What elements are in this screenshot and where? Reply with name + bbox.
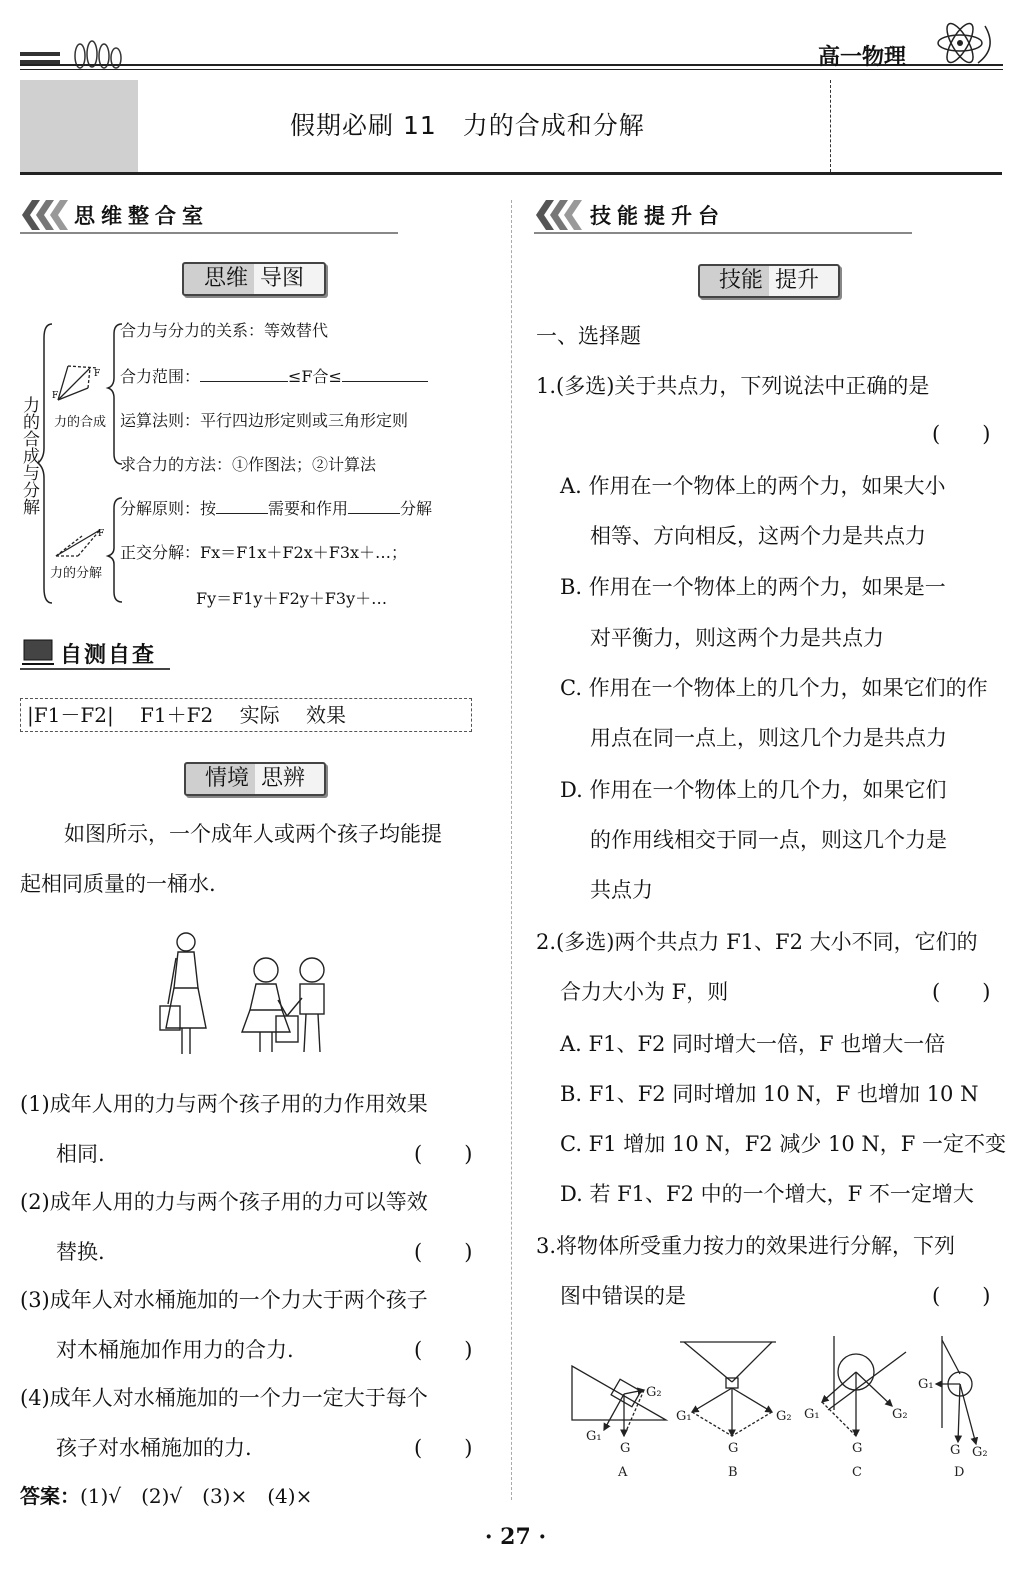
svg-text:F: F: [52, 391, 59, 401]
svg-text:G₂: G₂: [646, 1385, 662, 1400]
q1-option-c-line1: C. 作用在一个物体上的几个力，如果它们的作: [560, 676, 988, 700]
q2-stem-line1: 2.(多选)两个共点力 F1、F2 大小不同，它们的: [536, 930, 978, 954]
q1-option-d-line2: 的作用线相交于同一点，则这几个力是: [590, 828, 947, 852]
part-title: 一、选择题: [536, 324, 641, 348]
judgment-1-line2: 相同.: [56, 1142, 105, 1166]
section-underline: [534, 232, 912, 234]
svg-text:F: F: [98, 529, 105, 539]
svg-text:G₁: G₁: [804, 1407, 820, 1422]
decomposition-item-principle: 分解原则：按 需要和作用 分解: [120, 499, 433, 518]
title-bottom-rule: [20, 172, 1002, 175]
svg-text:G₁: G₁: [676, 1409, 692, 1424]
q1-option-c-line2: 用点在同一点上，则这几个力是共点力: [590, 726, 947, 750]
title-divider: [830, 80, 831, 172]
answer-line: [20, 1480, 312, 1509]
section-title-thinking: 思维整合室: [74, 204, 209, 228]
q1-option-a-line2: 相等、方向相反，这两个力是共点力: [590, 524, 926, 548]
judgment-3-paren: ( ): [414, 1338, 473, 1362]
q2-stem-line2: 合力大小为 F，则: [560, 980, 729, 1004]
q2-option-c: C. F1 增加 10 N，F2 减少 10 N，F 一定不变: [560, 1132, 1007, 1156]
flower-ornament-icon: [20, 38, 160, 72]
title-gray-block: [20, 80, 138, 172]
q1-option-b-line1: B. 作用在一个物体上的两个力，如果是一: [560, 575, 946, 599]
q1-option-a-line1: A. 作用在一个物体上的两个力，如果大小: [560, 474, 946, 498]
q2-option-b: B. F1、F2 同时增加 10 N，F 也增加 10 N: [560, 1082, 979, 1106]
synthesis-item-range: 合力范围： ≤F合≤: [120, 364, 428, 387]
q3-paren: ( ): [932, 1284, 991, 1308]
atom-icon: [930, 18, 1000, 68]
answer-label: 答案：: [20, 1484, 80, 1508]
page-title: 假期必刷 11 力的合成和分解: [290, 111, 645, 140]
judgment-3-line2: 对木桶施加作用力的合力.: [56, 1338, 294, 1362]
people-carrying-bucket-illustration: [156, 928, 346, 1060]
skill-pill: 技能 提升: [698, 264, 840, 298]
svg-text:G: G: [728, 1441, 739, 1456]
q1-stem: 1.(多选)关于共点力，下列说法中正确的是: [536, 374, 930, 398]
q2-option-d: D. 若 F1、F2 中的一个增大，F 不一定增大: [560, 1182, 974, 1206]
q1-paren: ( ): [932, 422, 991, 446]
synthesis-item-method: 求合力的方法：①作图法；②计算法: [120, 455, 377, 474]
answer-text: (1)√ (2)√ (3)× (4)×: [80, 1484, 313, 1508]
judgment-4-line2: 孩子对水桶施加的力.: [56, 1436, 252, 1460]
scene-pill: 情境 思辨: [184, 762, 326, 796]
blackboard-icon: [20, 636, 56, 668]
section-underline: [20, 232, 398, 234]
synthesis-item-relation: 合力与分力的关系：等效替代: [120, 321, 329, 340]
q1-option-d-line3: 共点力: [590, 878, 653, 902]
judgment-3-line1: (3)成年人对水桶施加的一个力大于两个孩子: [20, 1288, 428, 1312]
section-title-skill: 技能提升台: [590, 204, 725, 228]
mindmap-pill: 思维 导图: [182, 262, 326, 296]
selfcheck-answer-box: [20, 698, 472, 732]
svg-text:G: G: [620, 1441, 631, 1456]
q3-fig-label-d: D: [954, 1465, 965, 1480]
svg-text:G₂: G₂: [972, 1445, 988, 1460]
svg-text:G₁: G₁: [586, 1429, 602, 1444]
q1-option-b-line2: 对平衡力，则这两个力是共点力: [590, 626, 884, 650]
q3-stem-line1: 3.将物体所受重力按力的效果进行分解，下列: [536, 1234, 956, 1258]
q3-force-diagrams: [566, 1332, 996, 1482]
selfcheck-answer: |F1－F2| F1＋F2 实际 效果: [27, 703, 346, 727]
decomposition-item-orthogonal-y: Fy＝F1y＋F2y＋F3y＋…: [196, 589, 388, 608]
selfcheck-underline: [20, 668, 170, 670]
q3-fig-label-b: B: [728, 1465, 738, 1480]
judgment-2-line2: 替换.: [56, 1240, 105, 1264]
section-chevron-icon: [534, 198, 586, 232]
q2-option-a: A. F1、F2 同时增大一倍，F 也增大一倍: [560, 1032, 946, 1056]
selfcheck-title: 自测自查: [60, 643, 157, 668]
svg-text:G₂: G₂: [776, 1409, 792, 1424]
judgment-2-paren: ( ): [414, 1240, 473, 1264]
decomposition-label: 力的分解: [50, 566, 103, 581]
page-number: · 27 ·: [484, 1524, 547, 1550]
q1-option-d-line1: D. 作用在一个物体上的几个力，如果它们: [560, 778, 947, 802]
mindmap-root: 力的合成与分解: [19, 396, 39, 515]
svg-text:G₂: G₂: [892, 1407, 908, 1422]
column-divider: [511, 200, 512, 1500]
header-subject: 高一物理: [818, 45, 907, 70]
decomposition-parallelogram-icon: [52, 526, 108, 562]
decomposition-item-orthogonal-x: 正交分解：Fx＝F1x＋F2x＋F3x＋…；: [120, 543, 408, 562]
svg-text:G: G: [950, 1443, 961, 1458]
judgment-1-paren: ( ): [414, 1142, 473, 1166]
judgment-4-line1: (4)成年人对水桶施加的一个力一定大于每个: [20, 1386, 428, 1410]
scene-text-line2: 起相同质量的一桶水.: [20, 872, 216, 896]
svg-text:G₁: G₁: [918, 1377, 934, 1392]
q3-fig-label-a: A: [618, 1465, 628, 1480]
synthesis-item-rule: 运算法则：平行四边形定则或三角形定则: [120, 411, 409, 430]
scene-text-line1: 如图所示，一个成年人或两个孩子均能提: [64, 822, 442, 846]
section-chevron-icon: [20, 198, 72, 232]
judgment-2-line1: (2)成年人用的力与两个孩子用的力可以等效: [20, 1190, 428, 1214]
q2-paren: ( ): [932, 980, 991, 1004]
q3-fig-label-c: C: [852, 1465, 862, 1480]
judgment-1-line1: (1)成年人用的力与两个孩子用的力作用效果: [20, 1092, 428, 1116]
synthesis-parallelogram-icon: [50, 360, 106, 408]
synthesis-label: 力的合成: [54, 415, 107, 430]
svg-text:G: G: [852, 1441, 863, 1456]
svg-text:F: F: [94, 369, 101, 379]
q3-stem-line2: 图中错误的是: [560, 1284, 686, 1308]
judgment-4-paren: ( ): [414, 1436, 473, 1460]
